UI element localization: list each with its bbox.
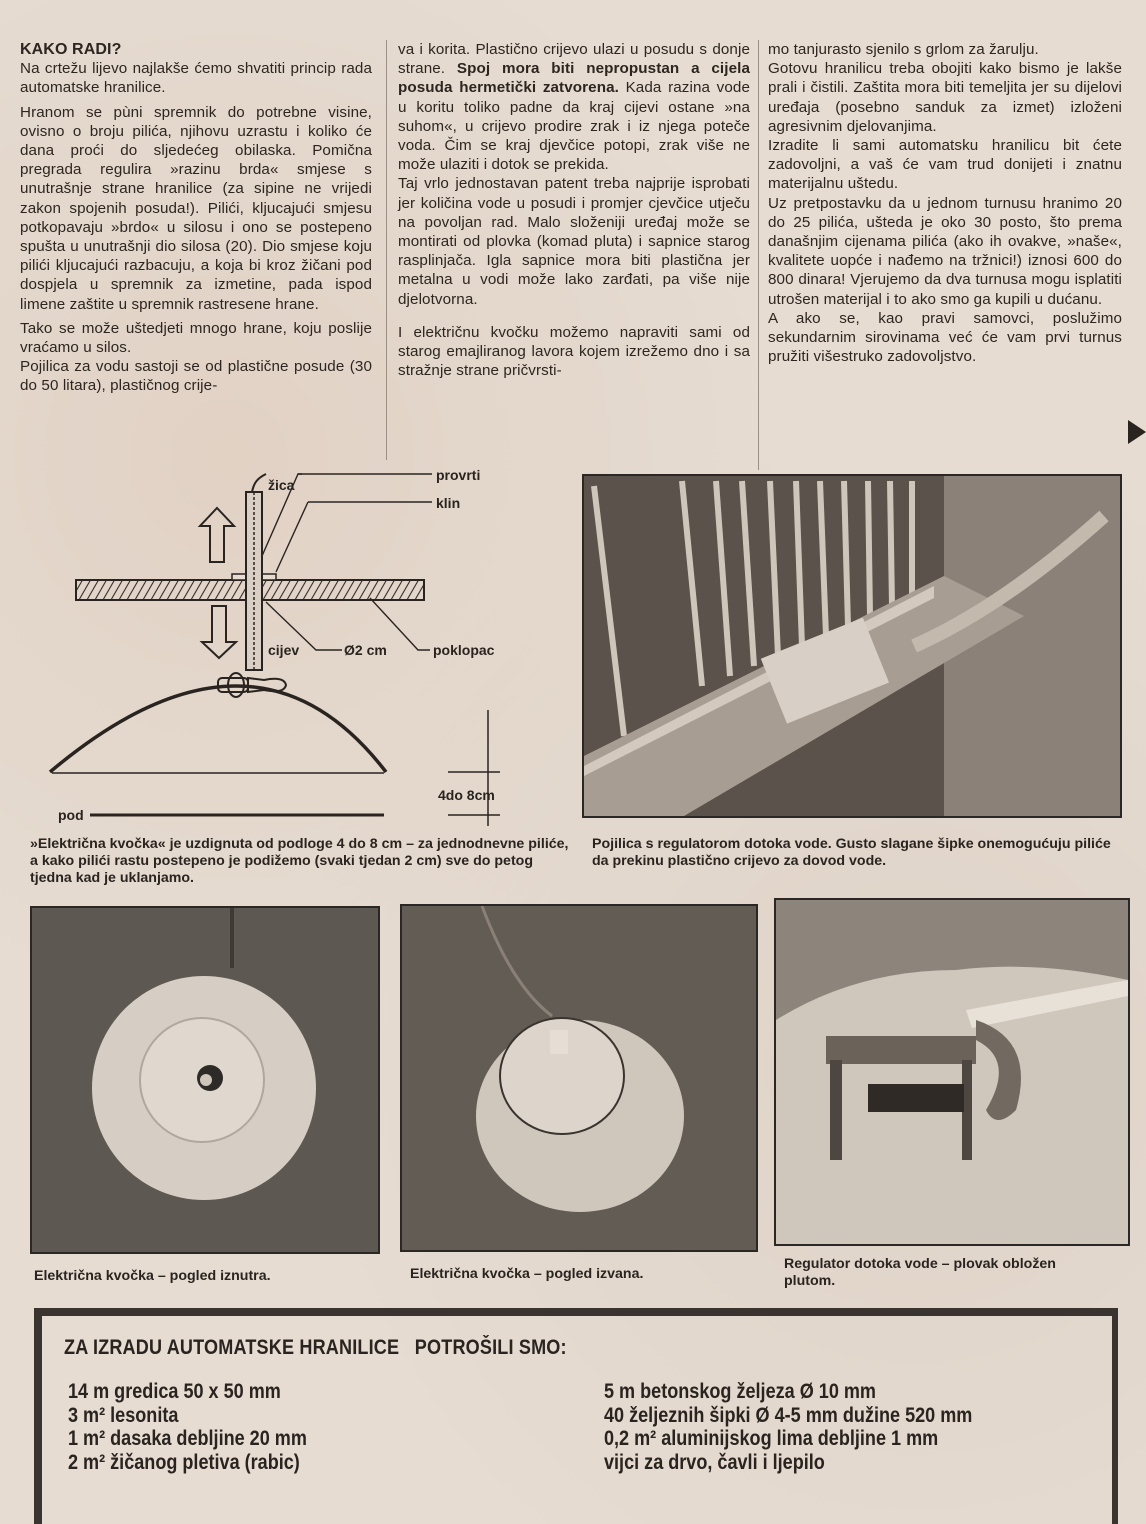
emphasis-text: Spoj mora biti nepropustan a cijela posuda hermetički zatvorena. — [398, 60, 750, 97]
article-column-2 — [398, 40, 750, 385]
photo-caption-brooder-outside: Električna kvočka – pogled izvana. — [410, 1266, 644, 1282]
label-pipe: cijev — [268, 642, 300, 658]
label-height: 4do 8cm — [438, 787, 495, 803]
photo-brooder-inside — [30, 906, 380, 1254]
article-column-3 — [768, 40, 1122, 366]
wire — [252, 474, 266, 492]
down-arrow-icon — [202, 606, 236, 658]
paragraph: Hranom se pùni spremnik do potrebne visine, ovisno o broju pilića, njihovu uzrastu i koliko će dana proći do sljedećeg obilaska. Pomična pregrada regulira »razinu brda« smjese s unutrašnje strane hranilice (za sipine ne vrijedi zakon spojenih posuda!). Pilići, kljucajući smjesu potkopavaju »brdo« u silosu i ono se postepeno spušta u unutrašnji dio silosa (20). Dio smjese koju pilići kljucajući razbacuju, a koja bi kroz žičani pod dospjela u spremnik za izmetine, pada ispod limene zaštite u spremnik rastresene hrane. — [20, 103, 372, 313]
up-arrow-icon — [200, 508, 234, 562]
materials-item: 14 m gredica 50 x 50 mm — [68, 1380, 281, 1403]
brooder-diagram — [40, 470, 560, 830]
lamp-shade — [50, 686, 386, 772]
materials-item: 3 m² lesonita — [68, 1403, 179, 1427]
paragraph: Uz pretpostavku da u jednom turnusu hranimo 20 do 25 pilića, ušteda je oko 30 posto, što prema današnjim cijenama pilića (ako ih ovakve, »naše«, kvalitete uopće i nađemo na tržnici!) iznosi 600 do 800 dinara! Vjerujemo da dva turnusa mogu isplatiti utrošen materijal i to ako smo ga kupili u dućanu. — [768, 194, 1122, 308]
paragraph: Taj vrlo jednostavan patent treba najprije isprobati jer količina vode u posudi i promjer cjevčice utječu na povoljan rad. Malo složeniji uređaj može se montirati od plovka (komad pluta) i sapnice starog rasplinjača. Igla sapnice mora biti plastična jer metalna u vodi može lako zarđati, pa više nije djelotvorna. — [398, 175, 750, 308]
materials-title: ZA IZRADU AUTOMATSKE HRANILICE POTROŠILI SMO: — [64, 1336, 567, 1359]
label-diameter: Ø2 cm — [344, 642, 387, 658]
section-heading: KAKO RADI? — [20, 41, 122, 58]
materials-item: 1 m² dasaka debljine 20 mm — [68, 1427, 307, 1450]
photo-caption-brooder-inside: Električna kvočka – pogled iznutra. — [34, 1268, 271, 1284]
paragraph: Tako se može uštedjeti mnogo hrane, koju poslije vraćamo u silos. — [20, 319, 372, 357]
column-divider — [758, 40, 759, 470]
materials-item: vijci za drvo, čavli i ljepilo — [604, 1450, 825, 1474]
materials-list-left — [68, 1380, 307, 1474]
materials-item: 5 m betonskog željeza Ø 10 mm — [604, 1380, 877, 1403]
photo-brooder-outside — [400, 904, 758, 1252]
paragraph — [398, 40, 750, 174]
continue-triangle-right-icon — [1128, 420, 1146, 444]
photo-float-regulator — [774, 898, 1130, 1246]
label-wedge: klin — [436, 495, 461, 511]
bulb-socket — [218, 673, 286, 697]
materials-item: 40 željeznih šipki Ø 4-5 mm dužine 520 mm — [604, 1403, 973, 1427]
materials-item: 0,2 m² aluminijskog lima debljine 1 mm — [604, 1427, 939, 1450]
paragraph: Na crtežu lijevo najlakše ćemo shvatiti princip rada automatske hranilice. — [20, 60, 372, 97]
materials-item: 2 m² žičanog pletiva (rabic) — [68, 1450, 300, 1474]
paragraph: I električnu kvočku možemo napraviti sami od starog emajliranog lavora kojem izrežemo dno i sa stražnje strane pričvrsti- — [398, 323, 750, 380]
paragraph: A ako se, kao pravi samovci, poslužimo sekundarnim sirovinama već će vam prvi turnus pružiti višestruko zadovoljstvo. — [768, 309, 1122, 366]
paragraph: Izradite li sami automatsku hranilicu bit ćete zadovoljni, a vaš će vam trud donijeti i znatnu materijalnu uštedu. — [768, 137, 1122, 193]
photo-waterer — [582, 474, 1122, 818]
paragraph: Pojilica za vodu sastoji se od plastične posude (30 do 50 litara), plastičnog crije- — [20, 358, 372, 395]
paragraph: Gotovu hranilicu treba obojiti kako bismo je lakše prali i čistili. Zaštita mora biti temeljita jer su dijelovi uređaja (posebno sanduk za izmet) izloženi agresivnim djelovanjima. — [768, 60, 1122, 135]
photo-caption-float-regulator: Regulator dotoka vode – plovak obložen plutom. — [784, 1256, 1056, 1289]
label-holes: provrti — [436, 470, 481, 483]
paragraph: mo tanjurasto sjenilo s grlom za žarulju. — [768, 41, 1039, 58]
column-divider — [386, 40, 387, 460]
photo-caption-waterer: Pojilica s regulatorom dotoka vode. Gusto slagane šipke onemogućuju piliće da prekinu plastično crijevo za dovod vode. — [592, 836, 1111, 869]
label-floor: pod — [58, 807, 84, 823]
label-wire: žica — [268, 477, 295, 493]
diagram-caption: »Električna kvočka« je uzdignuta od podloge 4 do 8 cm – za jednodnevne piliće, a kako pilići rastu postepeno je podižemo (svaki tjedan 2 cm) sve do petog tjedna kad je uklanjamo. — [30, 836, 569, 886]
article-column-1 — [20, 40, 372, 396]
paragraph-text: va i korita. Plastično crijevo ulazi u posudu s donje strane. — [398, 41, 750, 78]
materials-list-right — [604, 1380, 972, 1474]
paragraph-text: Kada razina vode u koritu toliko padne da kraj cijevi ostane »na suhom«, u crijevo prodire zrak i iz njega poteče voda. Čim se kraj djevčice potopi, zrak više ne može ulaziti i dotok se prekida. — [398, 79, 750, 174]
label-lid: poklopac — [433, 642, 495, 658]
